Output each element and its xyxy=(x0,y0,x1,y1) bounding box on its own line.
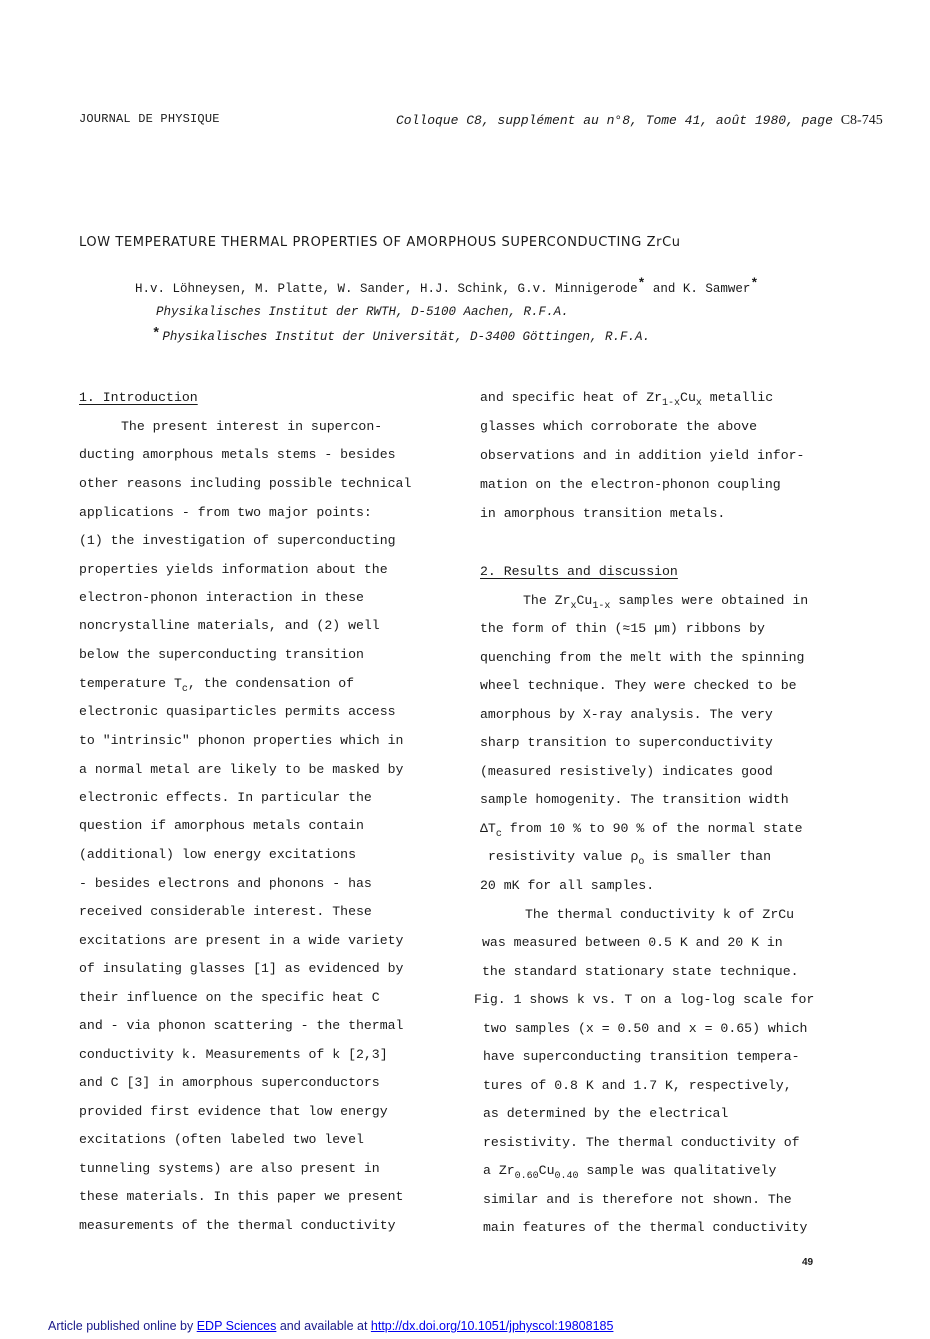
text-line: similar and is therefore not shown. The xyxy=(483,1192,792,1207)
right-column xyxy=(474,390,860,1240)
text-line: excitations (often labeled two level xyxy=(79,1132,364,1147)
text-line: below the superconducting transition xyxy=(79,647,364,662)
text-line: - besides electrons and phonons - has xyxy=(79,876,372,891)
text-line: a normal metal are likely to be masked by xyxy=(79,762,404,777)
text-line: 20 mK for all samples. xyxy=(480,878,655,893)
text-segment: , the condensation of xyxy=(187,676,355,691)
text-segment: metallic xyxy=(701,390,774,405)
text-segment: resistivity value ρ xyxy=(488,849,639,864)
text-segment: temperature T xyxy=(79,676,182,691)
text-line: amorphous by X-ray analysis. The very xyxy=(480,707,773,722)
text-line: sample homogenity. The transition width xyxy=(480,792,789,807)
subscript: 1-x xyxy=(662,398,681,409)
text-line: two samples (x = 0.50 and x = 0.65) which xyxy=(483,1021,808,1036)
page-number: 49 xyxy=(802,1257,814,1268)
text-line: observations and in addition yield infor- xyxy=(480,448,805,463)
text-line: in amorphous transition metals. xyxy=(480,506,726,521)
text-line: have superconducting transition tempera- xyxy=(483,1049,800,1064)
subscript: c xyxy=(181,684,188,695)
text-line: electronic quasiparticles permits access xyxy=(79,704,396,719)
text-line: glasses which corroborate the above xyxy=(480,419,757,434)
text-line: and C [3] in amorphous superconductors xyxy=(79,1075,380,1090)
page-id: C8-745 xyxy=(840,113,883,128)
subscript: 0.40 xyxy=(554,1171,579,1182)
text-line: measurements of the thermal conductivity xyxy=(79,1218,396,1233)
text-segment: is smaller than xyxy=(644,849,772,864)
text-line: as determined by the electrical xyxy=(483,1106,729,1121)
subscript: c xyxy=(495,829,502,840)
text-line xyxy=(523,593,809,612)
text-line: and - via phonon scattering - the thermal xyxy=(79,1018,404,1033)
journal-name: JOURNAL DE PHYSIQUE xyxy=(79,112,220,126)
text-line: their influence on the specific heat C xyxy=(79,990,380,1005)
section-heading-introduction: 1. Introduction xyxy=(79,390,198,405)
text-line xyxy=(483,1163,777,1182)
text-segment: The Zr xyxy=(523,593,571,608)
text-line xyxy=(480,821,803,840)
text-line: tures of 0.8 K and 1.7 K, respectively, xyxy=(483,1078,792,1093)
subscript: o xyxy=(638,857,645,868)
text-line: mation on the electron-phonon coupling xyxy=(480,477,781,492)
text-line: quenching from the melt with the spinning xyxy=(480,650,805,665)
text-line-tc xyxy=(79,676,355,695)
text-segment: ΔT xyxy=(480,821,496,836)
text-line: sharp transition to superconductivity xyxy=(480,735,773,750)
affiliation-aachen: Physikalisches Institut der RWTH, D-5100 Aachen, R.F.A. xyxy=(156,305,569,319)
citation-text: Colloque C8, supplément au n°8, Tome 41, août 1980, page xyxy=(396,113,833,128)
author-star-2: * xyxy=(750,276,759,291)
text-segment: Cu xyxy=(680,390,696,405)
text-line: resistivity. The thermal conductivity of xyxy=(483,1135,800,1150)
subscript: x xyxy=(570,601,577,612)
text-line: ducting amorphous metals stems - besides xyxy=(79,447,396,462)
authors-main: H.v. Löhneysen, M. Platte, W. Sander, H.J. Schink, G.v. Minnigerode xyxy=(135,282,638,296)
text-line: to "intrinsic" phonon properties which in xyxy=(79,733,404,748)
text-line: properties yields information about the xyxy=(79,562,388,577)
publication-footer xyxy=(48,1319,613,1333)
text-line: question if amorphous metals contain xyxy=(79,818,364,833)
text-line: was measured between 0.5 K and 20 K in xyxy=(482,935,783,950)
affiliation-goettingen-text: Physikalisches Institut der Universität, D-3400 Göttingen, R.F.A. xyxy=(162,330,650,344)
text-line: excitations are present in a wide variety xyxy=(79,933,404,948)
text-segment: sample was qualitatively xyxy=(578,1163,777,1178)
text-line: the standard stationary state technique. xyxy=(482,964,799,979)
text-line: The present interest in supercon- xyxy=(121,419,383,434)
section-heading-results: 2. Results and discussion xyxy=(480,564,678,579)
doi-link[interactable]: http://dx.doi.org/10.1051/jphyscol:19808185 xyxy=(370,1319,614,1333)
text-line: applications - from two major points: xyxy=(79,505,372,520)
left-column xyxy=(79,390,459,1240)
affiliation-star: * xyxy=(152,326,161,342)
author-star: * xyxy=(637,276,646,291)
text-segment: a Zr xyxy=(483,1163,515,1178)
subscript: x xyxy=(695,398,702,409)
subscript: 1-x xyxy=(592,601,611,612)
citation-line xyxy=(396,113,883,129)
text-line: tunneling systems) are also present in xyxy=(79,1161,380,1176)
text-line: Fig. 1 shows k vs. T on a log-log scale for xyxy=(474,992,815,1007)
footer-middle: and available at xyxy=(276,1319,371,1333)
text-line: other reasons including possible technical xyxy=(79,476,412,491)
text-line xyxy=(480,390,774,409)
text-segment: samples were obtained in xyxy=(610,593,809,608)
text-line: (additional) low energy excitations xyxy=(79,847,356,862)
text-line: electron-phonon interaction in these xyxy=(79,590,364,605)
text-line: wheel technique. They were checked to be xyxy=(480,678,797,693)
publisher-link[interactable]: EDP Sciences xyxy=(196,1319,277,1333)
text-segment: and specific heat of Zr xyxy=(480,390,663,405)
text-line: conductivity k. Measurements of k [2,3] xyxy=(79,1047,388,1062)
paper-title: LOW TEMPERATURE THERMAL PROPERTIES OF AMORPHOUS SUPERCONDUCTING ZrCu xyxy=(79,235,681,250)
text-line: received considerable interest. These xyxy=(79,904,372,919)
text-segment: from 10 % to 90 % of the normal state xyxy=(501,821,803,836)
footer-prefix: Article published online by xyxy=(48,1319,197,1333)
text-line: noncrystalline materials, and (2) well xyxy=(79,618,380,633)
text-line: provided first evidence that low energy xyxy=(79,1104,388,1119)
text-line: main features of the thermal conductivity xyxy=(483,1220,808,1235)
text-segment: Cu xyxy=(576,593,593,608)
affiliation-goettingen xyxy=(152,326,650,344)
subscript: 0.60 xyxy=(514,1171,539,1182)
text-line: of insulating glasses [1] as evidenced by xyxy=(79,961,404,976)
author-list xyxy=(135,276,758,296)
text-line: electronic effects. In particular the xyxy=(79,790,372,805)
text-line: the form of thin (≈15 µm) ribbons by xyxy=(480,621,765,636)
text-segment: Cu xyxy=(538,1163,555,1178)
text-line: (measured resistively) indicates good xyxy=(480,764,773,779)
text-line xyxy=(488,849,772,868)
authors-last: and K. Samwer xyxy=(645,282,751,296)
text-line: these materials. In this paper we present xyxy=(79,1189,404,1204)
text-line: The thermal conductivity k of ZrCu xyxy=(525,907,795,922)
text-line: (1) the investigation of superconducting xyxy=(79,533,396,548)
